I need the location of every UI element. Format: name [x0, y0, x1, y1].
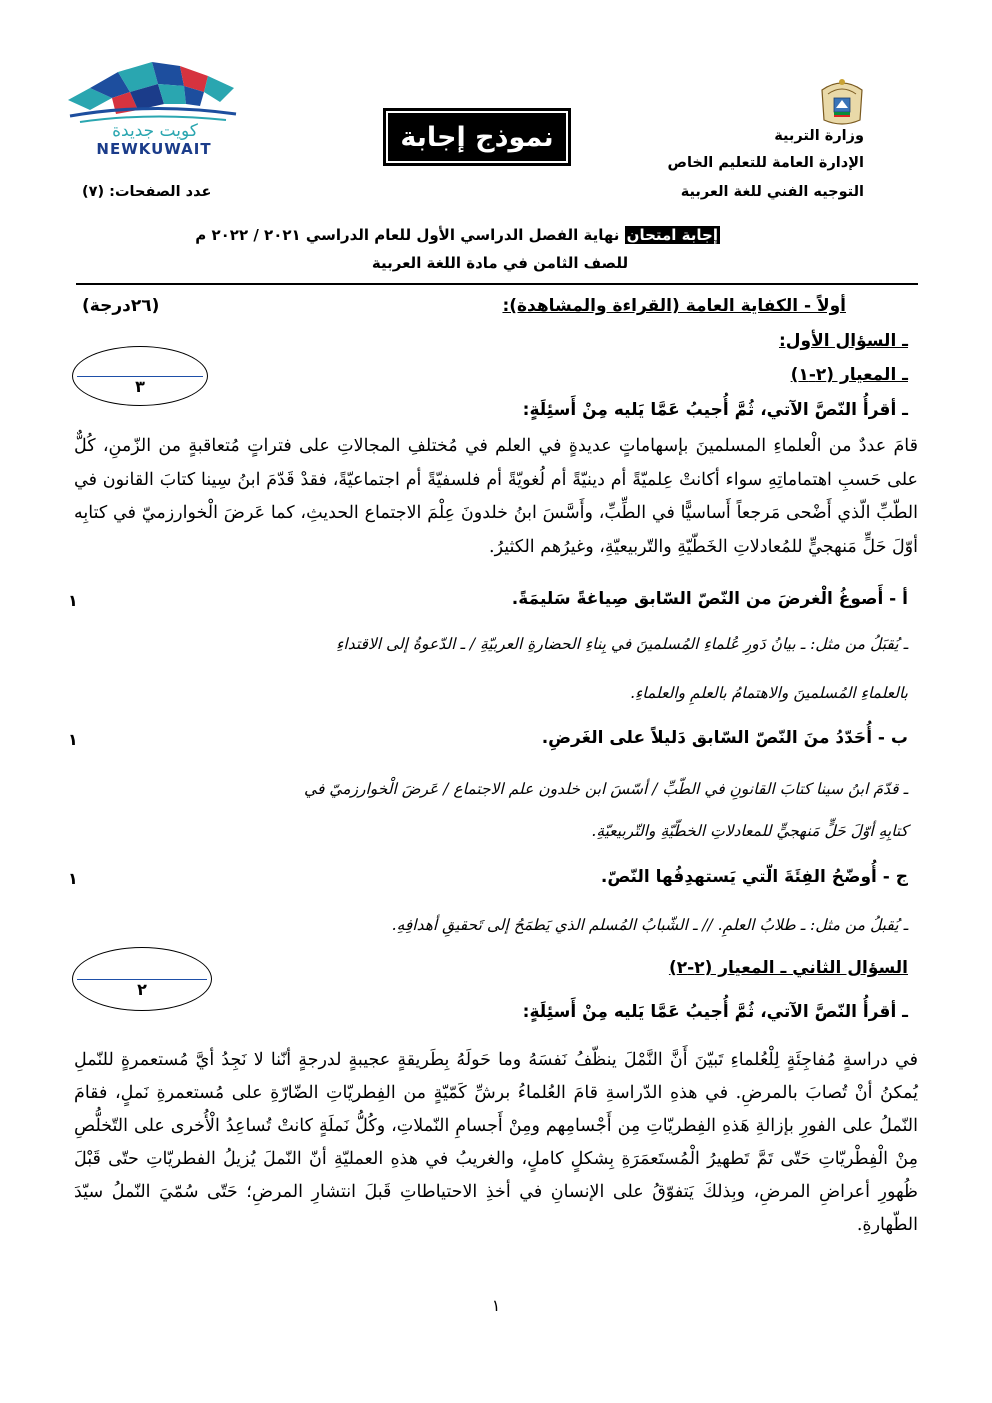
q1-criterion: ـ المعيار (٢-١) — [790, 365, 908, 385]
q2-score-ellipse — [72, 947, 212, 1011]
q1-ellipse-mark: ٣ — [135, 377, 145, 397]
q1-score-ellipse — [72, 346, 208, 406]
qa-question: أ - أَصوغُ الْغرضَ من النّصّ السّابق صِياغةً سَليمَةً. — [511, 589, 908, 609]
logo-arabic-text: كويت جديدة — [112, 121, 198, 141]
qa-answer-line2: بالعلماءِ المُسلمينَ والاهتمامُ بالعلمِ والعلماءِ. — [630, 684, 908, 702]
qc-answer-line1: ـ يُقبلُ من مثل: ـ طلابُ العلمِ. // ـ الشّبابُ المُسلم الذي يَطمَحُ إلى تَحقيقِ أهدافِهِ. — [391, 916, 908, 934]
new-kuwait-logo — [60, 58, 242, 160]
qb-answer-line1: ـ قدّمَ ابنُ سينا كتابَ القانونِ في الطّبِّ / أسّسَ ابن خلدون علم الاجتماع / عَرضَ الْخوارزميّ في — [304, 780, 908, 798]
qa-answer-line1: ـ يُقبَلُ من مثل: ـ بيانُ دَورِ عُلماءِ المُسلمينَ في بِناءِ الحضارةِ العربيّةِ / ـ الدّعوةُ إلى الاقتداءِ — [336, 635, 908, 653]
page-number: ١ — [491, 1296, 501, 1315]
header-divider — [76, 283, 918, 285]
logo-english-text: NEWKUWAIT — [96, 140, 212, 158]
kuwait-emblem-icon — [814, 72, 870, 128]
supervision-name: التوجيه الفني للغة العربية — [680, 184, 864, 200]
q2-ellipse-mark: ٢ — [137, 980, 147, 1000]
qb-question: ب - أُحَدّدُ منَ النّصّ السّابق دَليلاً على الغَرضِ. — [541, 728, 908, 748]
answer-key-stamp-text: نموذج إجابة — [400, 121, 554, 153]
qc-question: ج - أُوضّحُ الفِئَةَ الّتي يَستهدِفُها النّصّ. — [600, 867, 908, 887]
qb-answer-line2: كتابِهِ أوّلَ حَلٍّ مَنهجيٍّ للمعادلاتِ الخطّيّةِ والتّربيعيّةِ. — [591, 822, 908, 840]
pages-count: عدد الصفحات: (٧) — [82, 184, 212, 200]
q1-title: ـ السؤال الأول: — [779, 331, 908, 351]
qa-mark: ١ — [68, 591, 78, 610]
exam-subtitle: للصف الثامن في مادة اللغة العربية — [371, 254, 629, 272]
answer-key-stamp — [383, 108, 571, 166]
q2-title: السؤال الثاني ـ المعيار (٢-٢) — [668, 958, 908, 978]
q2-passage: في دراسةٍ مُفاجِئَةٍ لِلْعُلماءِ تَبيّنَ أَنَّ النَّمْلَ ينظّفُ نَفسَهُ وما حَولَهُ بِطَريقةٍ عجيبةٍ لدرجةٍ أنّنا لا نَجِدُ أيَّ مُستعمرةٍ للنّملِ يُمكنُ أنْ تُصابَ بالمرضِ. في هذهِ الدّراسةِ قامَ العُلماءُ برشِّ كَمّيّةٍ من الفِطريّاتِ الضّارّةِ على مُستعمرةِ نَملٍ، فقامَ النّملُ على الفورِ بإزالةِ هَذهِ الفِطريّاتِ مِن أَجْسامِهم ومِنْ أَجسامِ النّملاتِ، وكُلُّ نَملَةٍ كانتْ تُساعِدُ الْأُخرى على التّخلُّصِ مِنْ الْفِطْريّاتِ حَتّى تَمَّ تَطهيرُ الْمُستَعمَرَةِ بِشكلٍ كاملٍ، والغريبُ في هذهِ العمليّةِ أنّ النّملَ يُزيلُ الفطريّاتِ حتّى قَبْلَ ظُهورِ أعراضِ المرضِ، وبِذلكَ يَتفوّقُ على الإنسانِ في أخذِ الاحتياطاتِ قَبلَ انتشارِ المرضِ؛ حَتّى سُمّيَ النّملُ سيّدَ الطّهارةِ. — [74, 1050, 918, 1235]
exam-title-rest: نهاية الفصل الدراسي الأول للعام الدراسي ٢٠٢١ / ٢٠٢٢ م — [195, 226, 625, 244]
q2-instruction: ـ أقرأُ النّصَّ الآتي، ثُمَّ أُجيبُ عَمَّا يَليه مِنْ أَسئِلَةٍ: — [522, 1002, 908, 1022]
exam-tag: إجابة امتحان — [626, 226, 718, 244]
department-name: الإدارة العامة للتعليم الخاص — [667, 155, 864, 171]
qc-mark: ١ — [68, 869, 78, 888]
q1-passage: قامَ عددٌ من الْعلماءِ المسلمينَ بإسهاماتٍ عديدةٍ في العلم في مُختلفِ المجالاتِ على فتراتٍ مُتعاقبةٍ من الزّمنِ، كُلٌّ على حَسبِ اهتماماتِهِ سواء أكانتْ عِلميّةً أم دينيّةً أم لُغويّةً أم فلسفيّةً أم اجتماعيّةً، فقدْ قَدّمَ ابنُ سِينا كتابَ القانون في الطّبِّ الّذي أَضْحى مَرجعاً أَساسيًّا في الطِّبِّ، وأَسَّسَ ابنُ خلدونَ عِلْمَ الاجتماع الحديثِ، كما عَرضَ الْخوارزميّ في كتابِه أوّلَ حَلٍّ مَنهجيٍّ للمُعادلاتِ الخَطّيّةِ والتّربيعيّةِ، وغيرُهم الكثيرُ. — [74, 436, 918, 557]
exam-title — [195, 226, 720, 244]
q1-instruction: ـ أقرأُ النّصَّ الآتي، ثُمَّ أُجيبُ عَمَّا يَليه مِنْ أَسئِلَةٍ: — [522, 400, 908, 420]
section1-grade: (٢٦درجة) — [82, 296, 160, 316]
qb-mark: ١ — [68, 730, 78, 749]
ministry-name: وزارة التربية — [774, 128, 864, 144]
section1-title: أولاً - الكفاية العامة (القراءة والمشاهدة): — [502, 296, 846, 316]
